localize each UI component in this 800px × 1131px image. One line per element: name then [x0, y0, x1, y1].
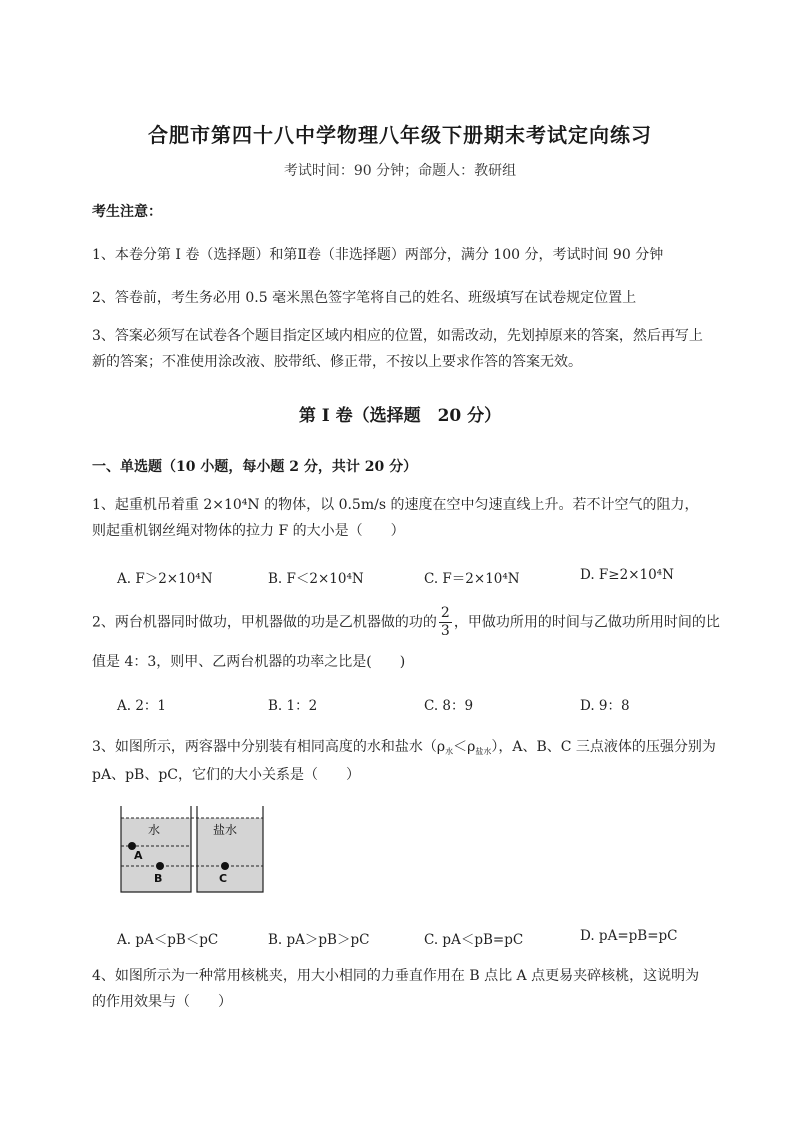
q3-stem-end: ），A、B、C 三点液体的压强分别为: [491, 739, 716, 755]
notice-heading: 考生注意：: [92, 204, 162, 220]
point-c-dot: [221, 862, 229, 870]
q1-option-c[interactable]: C. F＝2×10⁴N: [424, 571, 520, 587]
water-label: 水: [148, 823, 161, 837]
q4-stem: 4、如图所示为一种常用核桃夹，用大小相同的力垂直作用在 B 点比 A 点更易夹碎核桃，这说明为的作用效果与（ ）: [92, 968, 700, 1010]
q2-option-d[interactable]: D. 9：8: [580, 698, 630, 714]
part-heading: 一、单选题（10 小题，每小题 2 分，共计 20 分）: [92, 459, 418, 475]
point-b-dot: [156, 862, 164, 870]
page-title: 合肥市第四十八中学物理八年级下册期末考试定向练习: [148, 123, 652, 147]
q2-stem-after: ，甲做功所用的时间与乙做功所用时间的比: [453, 614, 720, 631]
q3-option-d[interactable]: D. pA=pB=pC: [580, 928, 678, 944]
notice-item-3: 3、答案必须写在试卷各个题目指定区域内相应的位置，如需改动，先划掉原来的答案，然后再写上新的答案；不准使用涂改液、胶带纸、修正带，不按以上要求作答的答案无效。: [92, 328, 703, 370]
point-b-label: B: [154, 872, 163, 885]
q1-option-d[interactable]: D. F≥2×10⁴N: [580, 567, 674, 583]
q2-option-b[interactable]: B. 1：2: [268, 698, 318, 714]
q2-fraction-numerator: 2: [440, 605, 450, 621]
q1-option-b[interactable]: B. F＜2×10⁴N: [268, 571, 364, 587]
q2-option-c[interactable]: C. 8：9: [424, 698, 474, 714]
section-title: 第 I 卷（选择题 20 分）: [298, 406, 502, 426]
q3-stem-start: 3、如图所示，两容器中分别装有相同高度的水和盐水（ρ: [92, 739, 446, 755]
saltwater-label: 盐水: [213, 823, 238, 837]
q1-stem: 1、起重机吊着重 2×10⁴N 的物体，以 0.5m/s 的速度在空中匀速直线上升。若不计空气的阻力，则起重机钢丝绳对物体的拉力 F 的大小是（ ）: [92, 497, 699, 539]
q3-option-a[interactable]: A. pA＜pB＜pC: [117, 932, 219, 948]
q1-option-a[interactable]: A. F＞2×10⁴N: [117, 571, 213, 587]
q3-option-b[interactable]: B. pA＞pB＞pC: [268, 932, 370, 948]
rho-salt-subscript: 盐水: [475, 747, 492, 756]
point-c-label: C: [219, 872, 228, 885]
q2-option-a[interactable]: A. 2：1: [117, 698, 167, 714]
q2-stem-line2: 值是 4：3，则甲、乙两台机器的功率之比是( ): [92, 654, 406, 670]
q3-container-figure: [118, 806, 268, 896]
q2-fraction: [439, 605, 452, 640]
notice-item-1: 1、本卷分第 I 卷（选择题）和第Ⅱ卷（非选择题）两部分，满分 100 分，考试时间 90 分钟: [92, 247, 664, 263]
point-a-label: A: [134, 849, 143, 862]
q3-stem-line1: [92, 736, 716, 757]
q3-stem-line2: pA、pB、pC，它们的大小关系是（ ）: [92, 767, 360, 783]
exam-subtitle: 考试时间：90 分钟；命题人：教研组: [283, 163, 517, 179]
q2-stem-before: 2、两台机器同时做功，甲机器做的功是乙机器做的功的: [92, 614, 437, 631]
q2-fraction-denominator: 3: [440, 623, 450, 639]
rho-water-subscript: 水: [445, 747, 454, 756]
notice-item-2: 2、答卷前，考生务必用 0.5 毫米黑色签字笔将自己的姓名、班级填写在试卷规定位置上: [92, 290, 637, 306]
q3-option-c[interactable]: C. pA＜pB=pC: [424, 932, 524, 948]
q3-rho-compare: ＜ρ: [453, 739, 476, 755]
q2-stem-line1: [92, 605, 720, 640]
